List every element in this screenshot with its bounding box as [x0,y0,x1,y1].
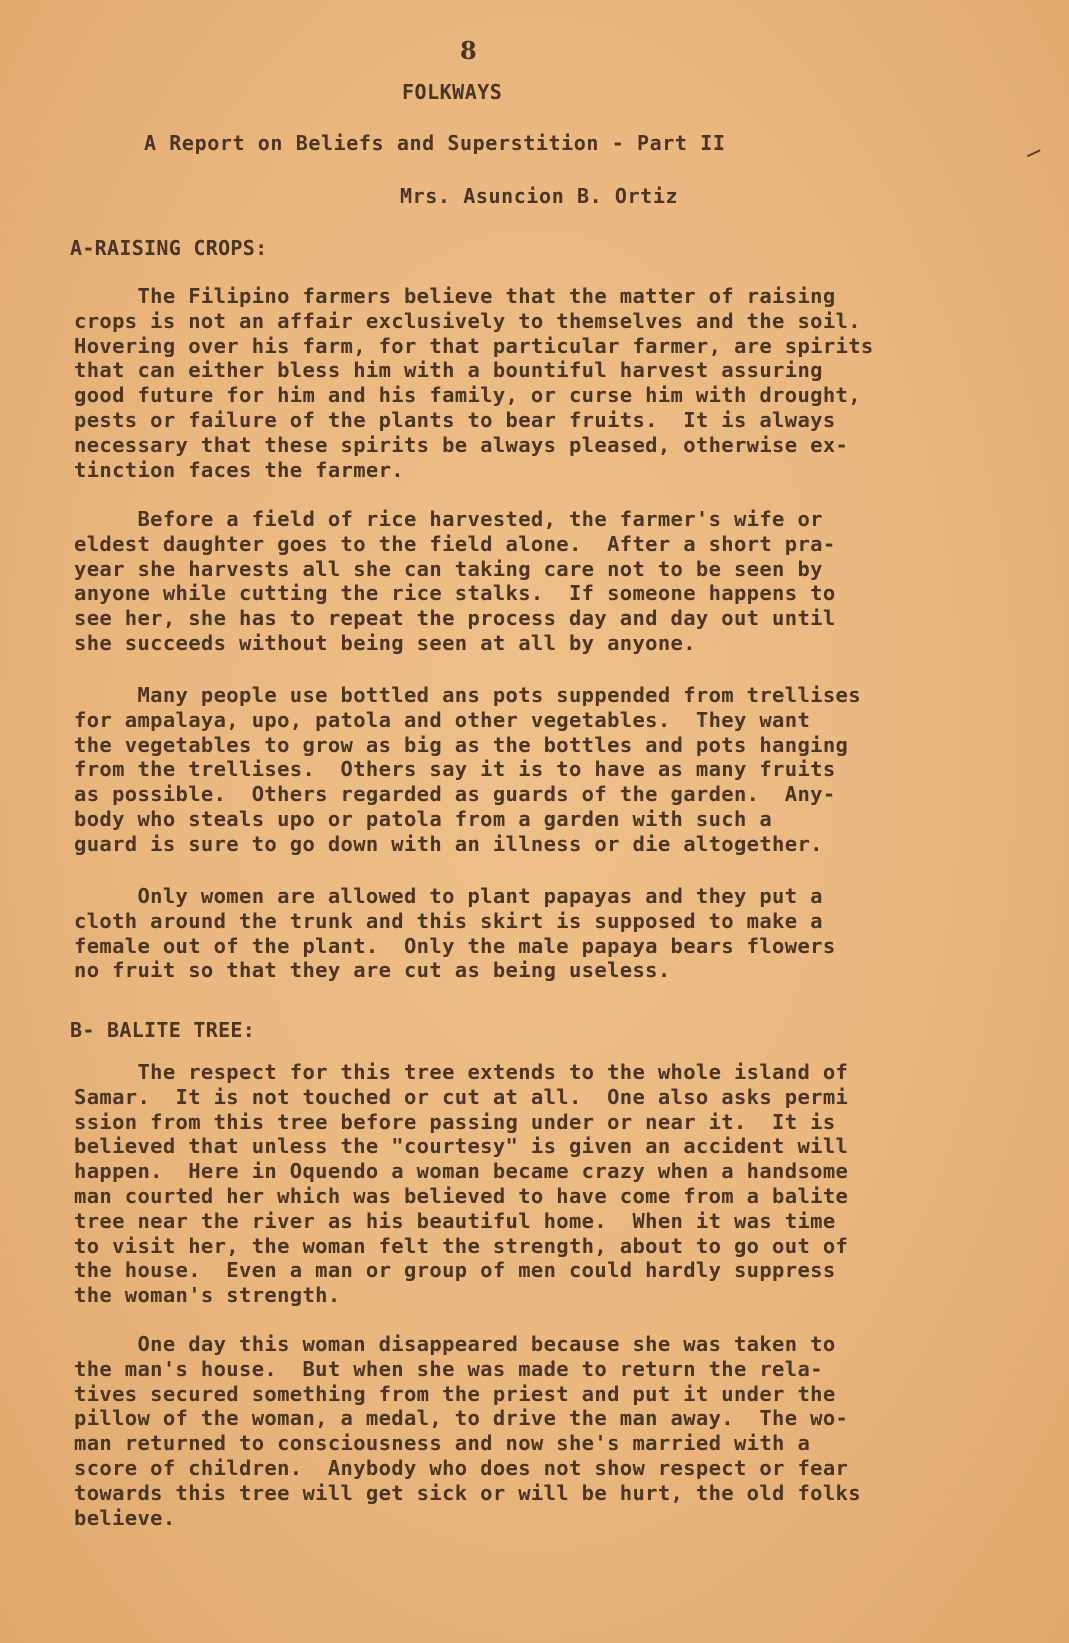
page-title: FOLKWAYS [402,80,503,104]
paragraph-spirits: The Filipino farmers believe that the matter of raising crops is not an affair exclusively to themselves and the soil. Hovering over his farm, for that particular farmer, are spirits that can either bless him with a bountiful harvest assuring good future for him and his family, or curse him with drought, pests or failure of the plants to bear fruits. It is always necessary that these spirits be always pleased, otherwise ex- tinction faces the farmer. [74,284,874,482]
pencil-mark [1027,149,1043,162]
page-number: 8 [460,36,477,65]
author-name: Mrs. Asuncion B. Ortiz [400,184,679,208]
section-heading-balite-tree: B- BALITE TREE: [70,1018,256,1042]
paragraph-rice-harvest: Before a field of rice harvested, the farmer's wife or eldest daughter goes to the field alone. After a short pra- year she harvests all she can taking care not to be seen by anyone while cutting the rice stalks. If someone happens to see her, she has to repeat the process day and day out until she succeeds without being seen at all by anyone. [74,507,836,655]
paragraph-bottles-pots: Many people use bottled ans pots suppended from trellises for ampalaya, upo, patola and other vegetables. They want the vegetables to grow as big as the bottles and pots hanging from the trellises. Others say it is to have as many fruits as possible. Others regarded as guards of the garden. Any- body who steals upo or patola from a garden with such a guard is sure to go down with an illness or die altogether. [74,683,861,856]
section-heading-raising-crops: A-RAISING CROPS: [70,236,268,260]
paragraph-woman-disappeared: One day this woman disappeared because she was taken to the man's house. But when she was made to return the rela- tives secured something from the priest and put it under the pillow of the woman, a medal, to drive the man away. The wo- man returned to consciousness and now she's married with a score of children. Anybody who does not show respect or fear towards this tree will get sick or will be hurt, the old folks believe. [74,1332,861,1530]
paragraph-papayas: Only women are allowed to plant papayas and they put a cloth around the trunk and this skirt is supposed to make a female out of the plant. Only the male papaya bears flowers no fruit so that they are cut as being useless. [74,884,836,983]
paragraph-balite-respect: The respect for this tree extends to the whole island of Samar. It is not touched or cut at all. One also asks permi ssion from this tree before passing under or near it. It is believed that unless the "courtesy" is given an accident will happen. Here in Oquendo a woman became crazy when a handsome man courted her which was believed to have come from a balite tree near the river as his beautiful home. When it was time to visit her, the woman felt the strength, about to go out of the house. Even a man or group of men could hardly suppress the woman's strength. [74,1060,849,1308]
report-subtitle: A Report on Beliefs and Superstition - Part II [144,131,726,155]
